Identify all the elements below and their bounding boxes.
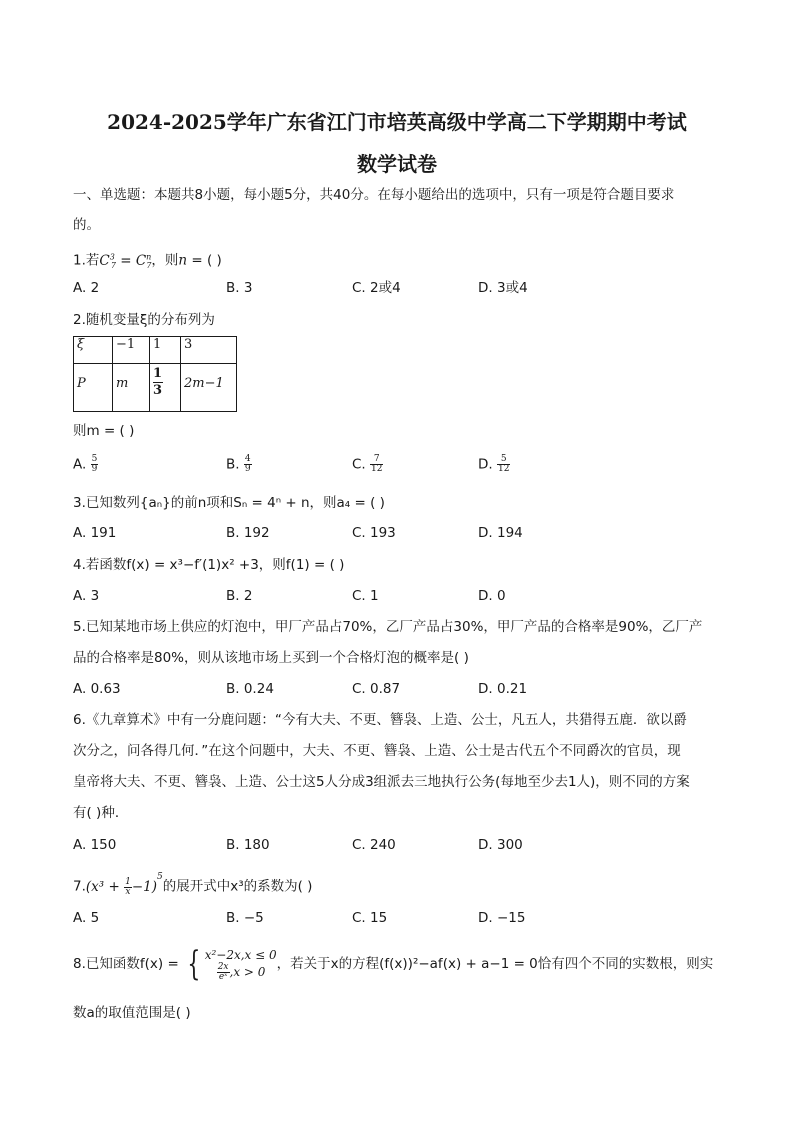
table-cell: 1	[150, 337, 181, 364]
question-1-stem: 1.若$C^3_7 = C^n_7$，则n = ( )	[73, 252, 222, 271]
question-8-stem: 8.已知函数f(x) = { x²−2x,x ≤ 0 $\frac{2x}{\text{eˣ}}$ ,x > 0 ，若关于x的方程(f(x))²−af(x) + a−1 = 0恰有四个不同的实数根，则实	[73, 944, 714, 984]
question-3-option-d[interactable]: D. 194	[478, 525, 523, 541]
question-2-option-a[interactable]: A. $\frac{5}{9}$	[73, 454, 98, 474]
question-7-option-d[interactable]: D. −15	[478, 910, 526, 926]
table-cell: −1	[113, 337, 150, 364]
question-3-option-a[interactable]: A. 191	[73, 525, 117, 541]
question-7-option-b[interactable]: B. −5	[226, 910, 264, 926]
question-2-stem: 2.随机变量ξ的分布列为	[73, 312, 215, 328]
question-2-option-c[interactable]: C. $\frac{7}{12}$	[352, 454, 383, 474]
question-6-stem-line-1: 6.《九章算术》中有一分鹿问题：“今有大夫、不更、簪袅、上造、公士，凡五人，共猎得五鹿．欲以爵	[73, 712, 687, 728]
section-instructions-line-1: 一、单选题：本题共8小题，每小题5分，共40分。在每小题给出的选项中，只有一项是符合题目要求	[73, 187, 675, 203]
question-5-option-a[interactable]: A. 0.63	[73, 681, 121, 697]
question-6-option-a[interactable]: A. 150	[73, 837, 117, 853]
question-1-option-a[interactable]: A. 2	[73, 280, 100, 296]
question-4-option-d[interactable]: D. 0	[478, 588, 506, 604]
question-8-stem-line-2: 数a的取值范围是( )	[73, 1005, 191, 1021]
question-6-option-c[interactable]: C. 240	[352, 837, 396, 853]
table-cell: ξ	[74, 337, 113, 364]
table-cell: 3	[181, 337, 237, 364]
question-5-option-b[interactable]: B. 0.24	[226, 681, 274, 697]
question-6-option-b[interactable]: B. 180	[226, 837, 270, 853]
section-instructions-line-2: 的。	[73, 217, 100, 233]
table-cell: m	[113, 364, 150, 412]
question-1-option-d[interactable]: D. 3或4	[478, 280, 528, 296]
table-cell: P	[74, 364, 113, 412]
table-cell-fraction: 1 3	[150, 364, 181, 412]
question-6-option-d[interactable]: D. 300	[478, 837, 523, 853]
question-3-stem: 3.已知数列{aₙ}的前n项和Sₙ = 4ⁿ + n，则a₄ = ( )	[73, 495, 385, 511]
question-2-option-b[interactable]: B. $\frac{4}{9}$	[226, 454, 251, 474]
question-6-stem-line-2: 次分之，问各得几何．”在这个问题中，大夫、不更、簪袅、上造、公士是古代五个不同爵次的官员，现	[73, 743, 681, 759]
question-4-option-c[interactable]: C. 1	[352, 588, 379, 604]
question-5-stem-line-1: 5.已知某地市场上供应的灯泡中，甲厂产品占70%，乙厂产品占30%，甲厂产品的合格率是90%，乙厂产	[73, 619, 703, 635]
distribution-table	[73, 336, 237, 412]
exam-title: 2024-2025学年广东省江门市培英高级中学高二下学期期中考试	[107, 110, 687, 134]
question-2-ask: 则m = ( )	[73, 423, 135, 439]
question-7-option-c[interactable]: C. 15	[352, 910, 388, 926]
question-4-option-a[interactable]: A. 3	[73, 588, 100, 604]
table-cell: 2m−1	[181, 364, 237, 412]
combination-expression: $C^3_7 = C^n_7$	[99, 252, 152, 271]
question-1-option-c[interactable]: C. 2或4	[352, 280, 401, 296]
question-3-option-c[interactable]: C. 193	[352, 525, 396, 541]
question-3-option-b[interactable]: B. 192	[226, 525, 270, 541]
question-5-stem-line-2: 品的合格率是80%，则从该地市场上买到一个合格灯泡的概率是( )	[73, 650, 469, 666]
piecewise-cases: x²−2x,x ≤ 0 $\frac{2x}{\text{eˣ}}$ ,x > 0	[204, 947, 277, 982]
question-6-stem-line-4: 有( )种．	[73, 805, 129, 821]
question-6-stem-line-3: 皇帝将大夫、不更、簪袅、上造、公士这5人分成3组派去三地执行公务(每地至少去1人)，则不同的方案	[73, 774, 690, 790]
question-4-option-b[interactable]: B. 2	[226, 588, 253, 604]
question-5-option-d[interactable]: D. 0.21	[478, 681, 528, 697]
question-5-option-c[interactable]: C. 0.87	[352, 681, 401, 697]
question-4-stem: 4.若函数f(x) = x³−f′(1)x² +3，则f(1) = ( )	[73, 557, 345, 573]
question-1-option-b[interactable]: B. 3	[226, 280, 253, 296]
question-7-option-a[interactable]: A. 5	[73, 910, 100, 926]
question-2-option-d[interactable]: D. $\frac{5}{12}$	[478, 454, 510, 474]
question-7-stem: 7.(x³ + $\frac{1}{x}$ −1)$^5$的展开式中x³的系数为( )	[73, 872, 313, 897]
exam-subtitle: 数学试卷	[357, 152, 437, 176]
piecewise-brace: {	[187, 944, 201, 984]
binomial-expression: (x³ + $\frac{1}{x}$ −1)$^5$	[85, 872, 163, 897]
